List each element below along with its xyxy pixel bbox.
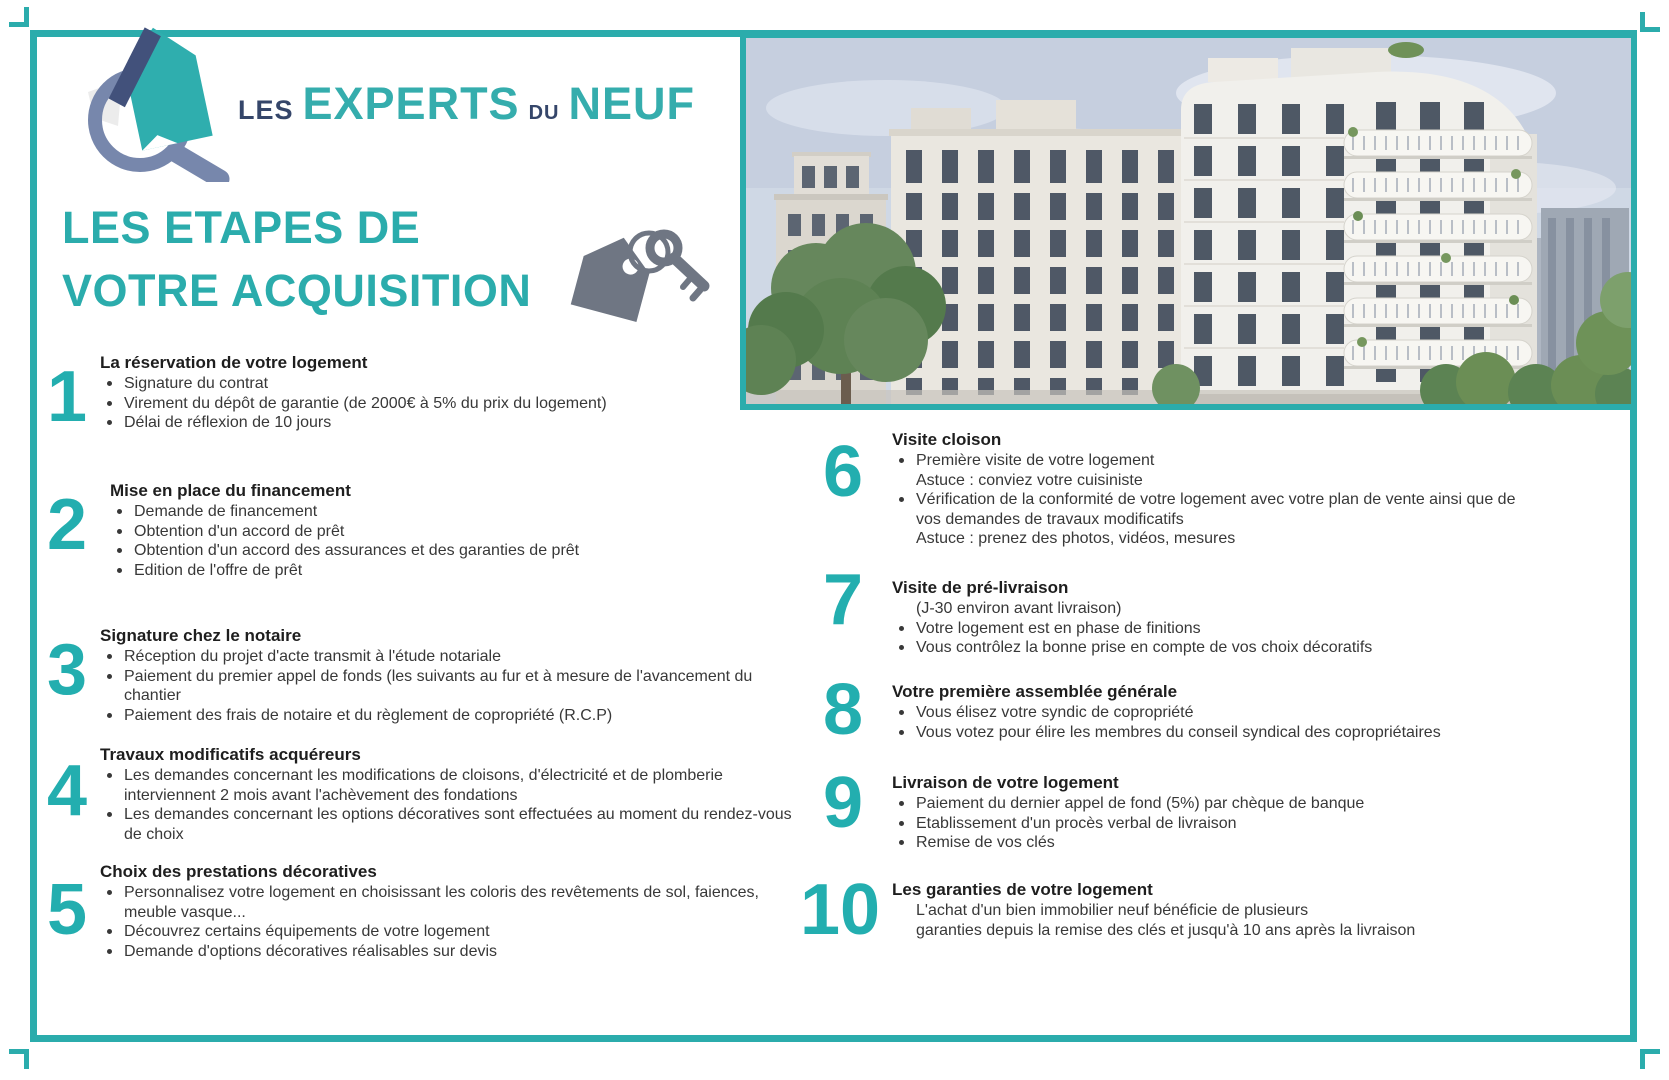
step-item [100, 922, 806, 942]
step-number: 4 [46, 751, 88, 831]
step-8 [812, 670, 1540, 750]
logo-word-du: DU [528, 102, 560, 124]
bullet-icon [117, 529, 122, 534]
corner-mark-top-left-icon [9, 7, 29, 27]
step-title: Visite cloison [892, 430, 1002, 449]
step-2 [36, 480, 816, 580]
step-3 [36, 625, 806, 725]
step-number: 10 [799, 870, 881, 950]
bullet-icon [117, 568, 122, 573]
step-item [100, 647, 806, 667]
bullet-icon [899, 645, 904, 650]
step-title: Choix des prestations décoratives [100, 862, 377, 881]
bullet-icon [107, 654, 112, 659]
step-9 [812, 763, 1540, 853]
bullet-icon [899, 497, 904, 502]
bullet-icon [899, 801, 904, 806]
corner-mark-bottom-right-icon [1640, 1049, 1660, 1069]
bullet-icon [107, 929, 112, 934]
step-item [892, 703, 1540, 723]
step-10 [790, 870, 1532, 950]
logo-word-experts: EXPERTS [302, 78, 520, 129]
step-title: Livraison de votre logement [892, 773, 1119, 792]
corner-mark-bottom-left-icon [9, 1049, 29, 1069]
bullet-icon [899, 458, 904, 463]
bullet-icon [117, 548, 122, 553]
step-item [892, 638, 1540, 658]
step-5 [36, 861, 806, 961]
bullet-icon [899, 840, 904, 845]
step-number: 6 [822, 432, 864, 512]
step-item [892, 451, 1540, 471]
step-item-text: Première visite de votre logement [916, 452, 1155, 469]
step-item-text: Demande d'options décoratives réalisables sur devis [124, 942, 498, 960]
step-item-text: Les demandes concernant les modifications de cloisons, d'électricité et de plomberie interviennent 2 mois avant l'achèvement des fondations [124, 767, 723, 804]
step-number: 7 [822, 560, 864, 640]
house-keychain-keys-icon [552, 214, 712, 337]
step-item-text: Demande de financement [134, 503, 318, 520]
step-item-text: Votre logement est en phase de finitions [916, 619, 1201, 637]
logo-word-les: LES [238, 95, 294, 125]
bullet-icon [107, 401, 112, 406]
step-item [100, 883, 806, 922]
step-6 [812, 429, 1540, 549]
step-item-text: Paiement du premier appel de fonds (les suivants au fur et à mesure de l'avancement du chantier [124, 667, 753, 704]
step-1 [36, 352, 806, 437]
bullet-icon [107, 890, 112, 895]
step-number: 5 [46, 870, 88, 950]
logo-wordmark [238, 78, 695, 130]
step-item-text: Délai de réflexion de 10 jours [124, 414, 332, 431]
step-item [892, 529, 1540, 549]
bullet-icon [899, 710, 904, 715]
step-item-text: Etablissement d'un procès verbal de livraison [916, 814, 1237, 832]
page-title [62, 196, 531, 322]
step-item [100, 706, 806, 726]
bullet-icon [899, 821, 904, 826]
step-item-text: L'achat d'un bien immobilier neuf bénéficie de plusieurs [916, 902, 1309, 919]
step-item-text: Remise de vos clés [916, 834, 1055, 851]
step-item [100, 394, 806, 414]
step-item [892, 599, 1540, 619]
page-title-line1: LES ETAPES DE [62, 202, 421, 253]
bullet-icon [107, 773, 112, 778]
step-item [892, 723, 1540, 743]
bullet-icon [117, 509, 122, 514]
step-item [100, 766, 806, 805]
step-number: 1 [46, 357, 88, 437]
step-4 [36, 744, 806, 844]
step-item [892, 901, 1532, 921]
step-item-text: (J-30 environ avant livraison) [916, 600, 1122, 617]
step-item [100, 374, 806, 394]
step-title: La réservation de votre logement [100, 353, 368, 372]
step-title: Travaux modificatifs acquéreurs [100, 745, 361, 764]
page-title-line2: VOTRE ACQUISITION [62, 265, 532, 316]
step-item [110, 502, 816, 522]
bullet-icon [107, 949, 112, 954]
step-number: 9 [822, 763, 864, 843]
step-title: Mise en place du financement [110, 481, 351, 500]
bullet-icon [107, 713, 112, 718]
step-title: Visite de pré-livraison [892, 578, 1069, 597]
step-item-text: Vérification de la conformité de votre logement avec votre plan de vente ainsi que de vos demandes de travaux modificatifs [916, 491, 1516, 528]
bullet-icon [107, 420, 112, 425]
step-item-text: Découvrez certains équipements de votre logement [124, 923, 490, 940]
step-item-text: Astuce : conviez votre cuisiniste [916, 471, 1143, 489]
corner-mark-top-right-icon [1640, 12, 1660, 32]
step-item-text: Paiement des frais de notaire et du règlement de copropriété (R.C.P) [124, 706, 613, 724]
step-item-text: Obtention d'un accord des assurances et des garanties de prêt [134, 542, 580, 559]
step-item [892, 833, 1540, 853]
step-title: Signature chez le notaire [100, 626, 302, 645]
step-number: 8 [822, 670, 864, 750]
step-item-text: Vous contrôlez la bonne prise en compte de vos choix décoratifs [916, 639, 1373, 656]
step-item-text: Virement du dépôt de garantie (de 2000€ à 5% du prix du logement) [124, 394, 607, 412]
step-item [100, 413, 806, 433]
bullet-icon [107, 812, 112, 817]
step-item-text: Personnalisez votre logement en choisissant les coloris des revêtements de sol, faiences, meuble vasque... [124, 884, 759, 921]
step-item-text: Paiement du dernier appel de fond (5%) par chèque de banque [916, 795, 1365, 812]
logo-word-neuf: NEUF [568, 78, 695, 129]
step-item-text: Signature du contrat [124, 375, 269, 392]
step-title: Les garanties de votre logement [892, 880, 1153, 899]
step-number: 2 [46, 485, 88, 565]
step-item [100, 805, 806, 844]
step-item-text: Les demandes concernant les options décoratives sont effectuées au moment du rendez-vous de choix [124, 806, 792, 843]
step-item-text: Astuce : prenez des photos, vidéos, mesures [916, 530, 1236, 547]
step-item [100, 667, 806, 706]
step-item-text: Vous élisez votre syndic de copropriété [916, 704, 1194, 721]
step-item [110, 541, 816, 561]
step-item-text: Vous votez pour élire les membres du conseil syndical des copropriétaires [916, 723, 1441, 741]
step-number: 3 [46, 630, 88, 710]
step-item [892, 619, 1540, 639]
step-item [892, 794, 1540, 814]
step-item-text: Réception du projet d'acte transmit à l'étude notariale [124, 648, 501, 665]
bullet-icon [899, 730, 904, 735]
step-item [892, 921, 1532, 941]
bullet-icon [107, 381, 112, 386]
step-item [110, 561, 816, 581]
step-title: Votre première assemblée générale [892, 682, 1178, 701]
bullet-icon [899, 626, 904, 631]
step-item-text: Edition de l'offre de prêt [134, 561, 303, 579]
step-item [100, 942, 806, 962]
step-item [892, 814, 1540, 834]
step-item-text: garanties depuis la remise des clés et jusqu'à 10 ans après la livraison [916, 921, 1416, 939]
house-magnifier-logo-icon [48, 0, 243, 187]
new-building-render-photo [740, 32, 1637, 410]
bullet-icon [107, 674, 112, 679]
step-item [892, 490, 1540, 529]
step-item [892, 471, 1540, 491]
step-item-text: Obtention d'un accord de prêt [134, 522, 345, 540]
step-item [110, 522, 816, 542]
step-7 [812, 560, 1540, 658]
